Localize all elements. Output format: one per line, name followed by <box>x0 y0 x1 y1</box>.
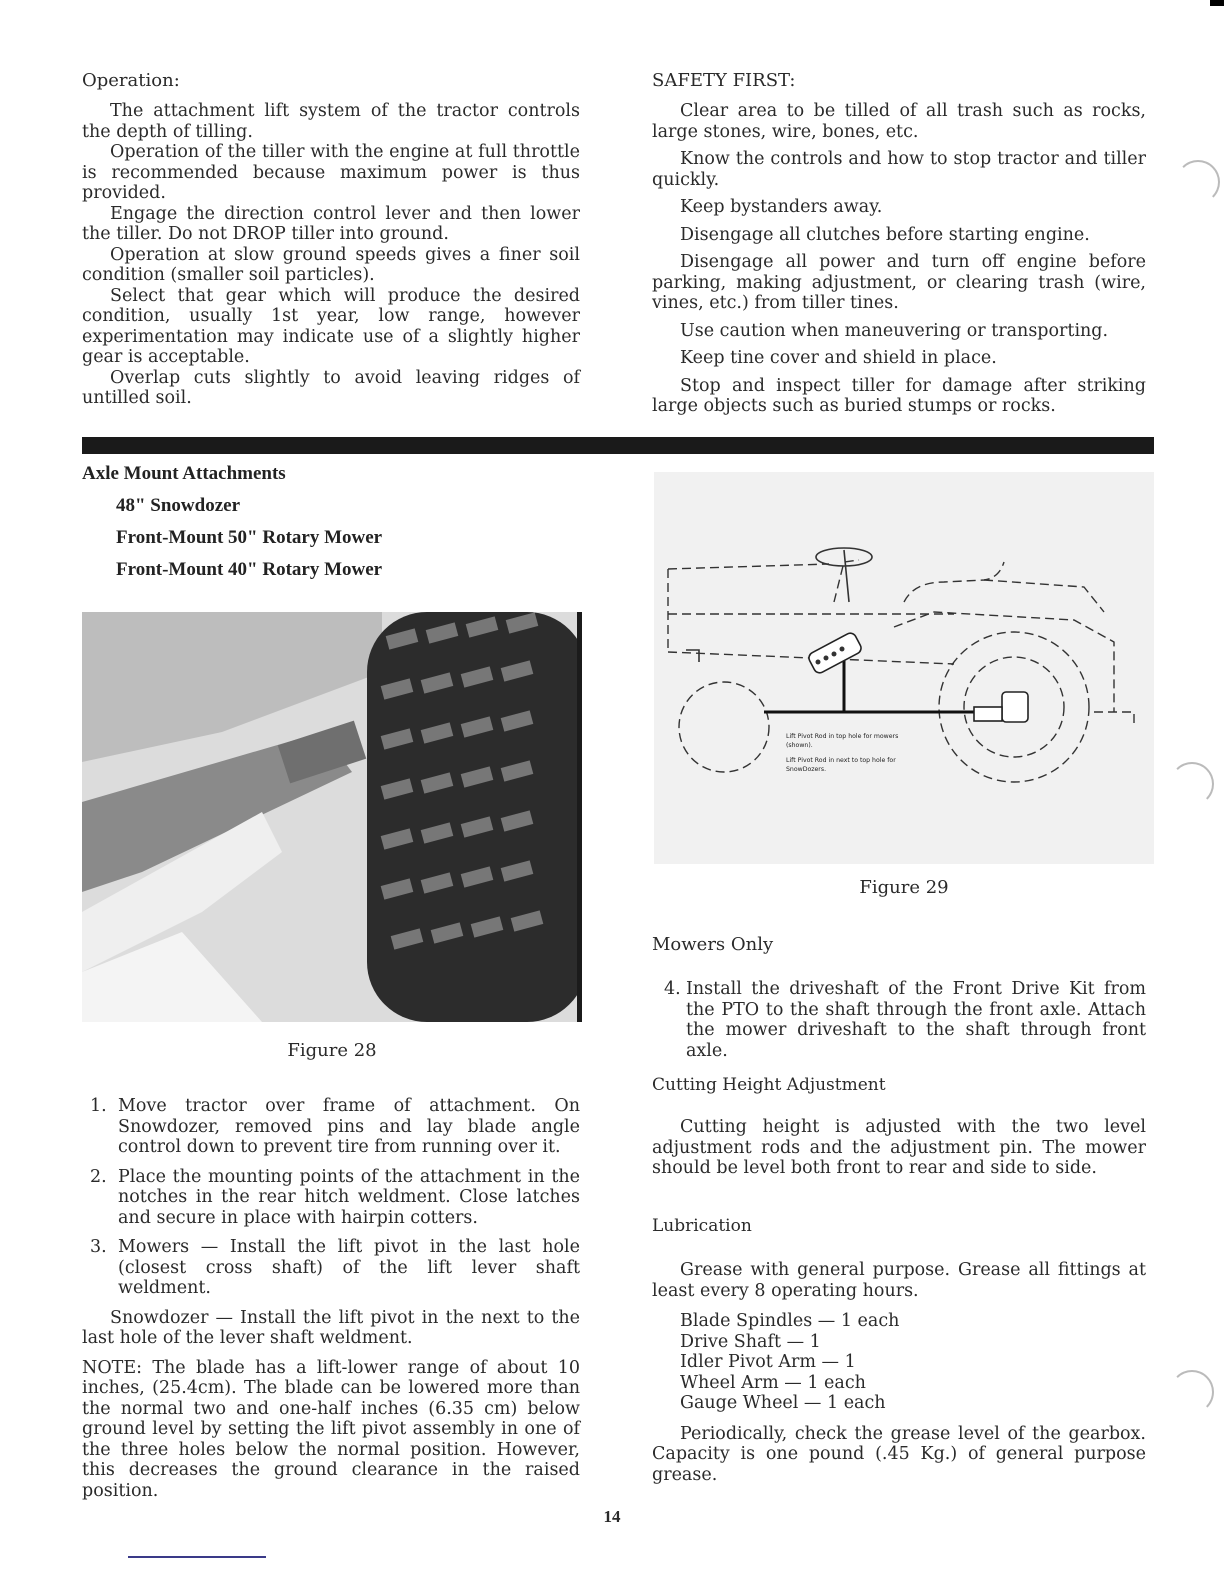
tire-hitch-illustration <box>82 612 582 1022</box>
diagram-label-1a: Lift Pivot Rod in top hole for mowers <box>786 733 899 740</box>
figure-29-caption: Figure 29 <box>859 877 949 898</box>
figure-28-caption: Figure 28 <box>287 1040 377 1061</box>
figure-29-diagram <box>654 472 1154 864</box>
safety-heading: SAFETY FIRST: <box>652 70 796 91</box>
safety-para-6: Use caution when maneuvering or transporting. <box>680 320 1109 341</box>
step-4 <box>652 979 1146 1061</box>
operation-section <box>82 70 580 409</box>
step-1-number: 1. <box>90 1096 107 1116</box>
step-2-number: 2. <box>90 1166 107 1187</box>
step-4-text: Install the driveshaft of the Front Drive Kit from the PTO to the shaft through the front axle. Attach the mower driveshaft to the shaft through front axle. <box>686 979 1146 1061</box>
lubrication-list <box>652 1311 1146 1414</box>
install-steps <box>82 1096 580 1501</box>
step-4-number: 4. <box>664 979 681 999</box>
step-2 <box>82 1167 580 1229</box>
lube-item-blade-spindles: Blade Spindles — 1 each <box>680 1311 900 1331</box>
gearbox-note: Periodically, check the grease level of the gearbox. Capacity is one pound (.45 Kg.) of general purpose grease. <box>652 1423 1146 1485</box>
axle-item-snowdozer: 48" Snowdozer <box>116 495 241 516</box>
snowdozer-note: Snowdozer — Install the lift pivot in the next to the last hole of the lever shaft weldment. <box>82 1307 580 1348</box>
lube-item-wheel-arm: Wheel Arm — 1 each <box>680 1372 866 1393</box>
cutting-height-text: Cutting height is adjusted with the two level adjustment rods and the adjustment pin. The mower should be level both front to rear and side to side. <box>652 1117 1146 1178</box>
cutting-height-section <box>652 1075 1146 1179</box>
step-3 <box>82 1237 580 1299</box>
mowers-only-heading: Mowers Only <box>652 934 774 955</box>
operation-heading: Operation: <box>82 70 180 91</box>
operation-para-2: Operation of the tiller with the engine at full throttle is recommended because maximum power is thus provided. <box>82 142 580 203</box>
axle-item-mower-40: Front-Mount 40" Rotary Mower <box>116 559 383 580</box>
operation-para-3: Engage the direction control lever and then lower the tiller. Do not DROP tiller into ground. <box>82 203 580 244</box>
cutting-height-heading: Cutting Height Adjustment <box>652 1075 886 1095</box>
lubrication-section <box>652 1216 1146 1485</box>
lube-item-gauge-wheel: Gauge Wheel — 1 each <box>680 1393 886 1413</box>
operation-para-5: Select that gear which will produce the desired condition, usually 1st year, low range, however experimentation may indicate use of a slightly higher gear is acceptable. <box>82 285 580 367</box>
binder-hole-mark-middle <box>1170 762 1214 806</box>
step-3-text: Mowers — Install the lift pivot in the last hole (closest cross shaft) of the lift lever shaft weldment. <box>118 1237 580 1298</box>
mowers-only-section <box>652 934 1146 1070</box>
safety-para-5: Disengage all power and turn off engine before parking, making adjustment, or clearing trash (wire, vines, etc.) from tiller tines. <box>652 252 1146 313</box>
axle-mount-section <box>82 463 582 581</box>
page-number: 14 <box>603 1507 621 1526</box>
diagram-label-2a: Lift Pivot Rod in next to top hole for <box>786 757 896 764</box>
step-3-number: 3. <box>90 1237 107 1257</box>
blade-note: NOTE: The blade has a lift-lower range of about 10 inches, (25.4cm). The blade can be lowered more than the normal two and one-half inches (6.35 cm) below ground level by setting the lift pivot assembly in one of the three holes below the normal position. However, this decreases the ground clearance in the raised position. <box>82 1357 580 1501</box>
safety-para-4: Disengage all clutches before starting engine. <box>680 224 1090 245</box>
figure-28-photo <box>82 612 582 1022</box>
safety-para-3: Keep bystanders away. <box>680 197 883 217</box>
section-divider <box>82 437 1154 454</box>
axle-mount-title: Axle Mount Attachments <box>82 463 286 484</box>
safety-para-7: Keep tine cover and shield in place. <box>680 348 997 368</box>
lube-item-idler-pivot-arm: Idler Pivot Arm — 1 <box>680 1352 856 1372</box>
safety-section <box>652 70 1146 417</box>
binder-hole-mark-bottom <box>1170 1370 1214 1414</box>
binder-hole-mark-top <box>1176 160 1220 204</box>
diagram-label-2b: SnowDozers. <box>786 766 827 773</box>
operation-para-1: The attachment lift system of the tractor controls the depth of tilling. <box>82 101 580 142</box>
tractor-diagram <box>654 472 1154 864</box>
operation-para-6: Overlap cuts slightly to avoid leaving ridges of untilled soil. <box>82 367 580 408</box>
step-1-text: Move tractor over frame of attachment. On Snowdozer, removed pins and lay blade angle control down to prevent tire from running over it. <box>118 1096 580 1157</box>
corner-mark <box>1210 0 1224 6</box>
footer-line <box>128 1556 266 1558</box>
step-1 <box>82 1096 580 1158</box>
step-2-text: Place the mounting points of the attachment in the notches in the rear hitch weldment. Close latches and secure in place with hairpin cotters. <box>118 1166 580 1228</box>
operation-para-4: Operation at slow ground speeds gives a finer soil condition (smaller soil particles). <box>82 244 580 285</box>
safety-para-2: Know the controls and how to stop tractor and tiller quickly. <box>652 149 1146 190</box>
lubrication-heading: Lubrication <box>652 1216 752 1236</box>
safety-para-1: Clear area to be tilled of all trash such as rocks, large stones, wire, bones, etc. <box>652 101 1146 142</box>
diagram-label-1b: (shown). <box>786 742 813 749</box>
axle-item-mower-50: Front-Mount 50" Rotary Mower <box>116 527 383 548</box>
lubrication-text: Grease with general purpose. Grease all fittings at least every 8 operating hours. <box>652 1260 1146 1301</box>
safety-para-8: Stop and inspect tiller for damage after striking large objects such as buried stumps or rocks. <box>652 375 1146 416</box>
lube-item-drive-shaft: Drive Shaft — 1 <box>680 1331 821 1352</box>
